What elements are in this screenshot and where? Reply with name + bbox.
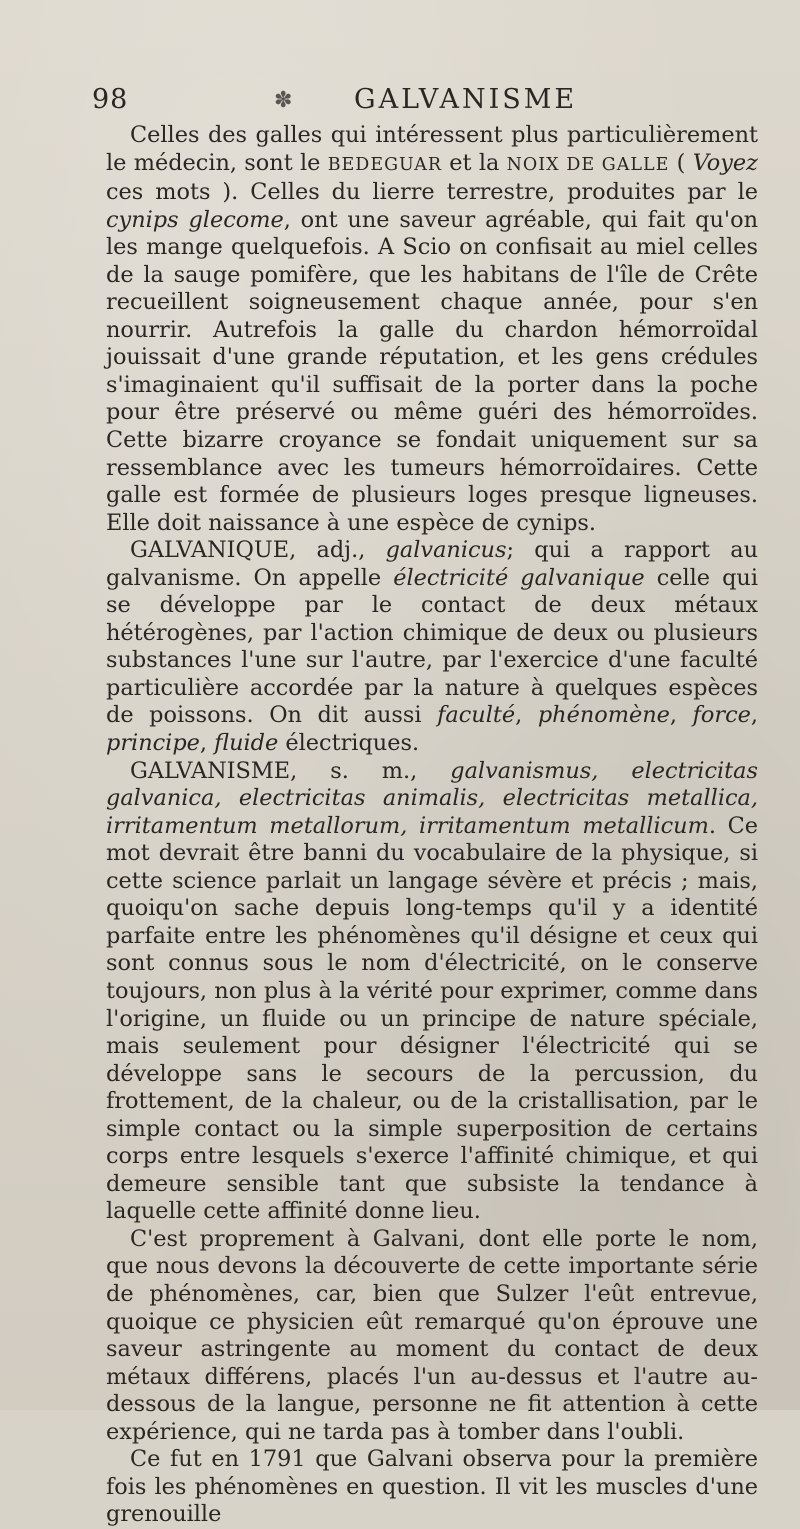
ornament-icon: ✽: [274, 88, 293, 113]
paragraph-galvani: C'est proprement à Galvani, dont elle porte le nom, que nous devons la découverte de cette importante série de phénomènes, car, bien que Sulzer l'eût entrevue, quoique ce physicien eût remarqué qu'on éprouve une saveur astringente au moment du contact de deux métaux différens, placés l'un au-dessus et l'autre au-dessous de la langue, personne ne fit attention à cette expérience, qui ne tarda pas à tomber dans l'oubli.: [106, 1225, 758, 1445]
body-text: [106, 122, 758, 1529]
paragraph-galles: Celles des galles qui intéressent plus particulièrement le médecin, sont le BEDEGUAR et la NOIX DE GALLE ( Voyez ces mots ). Celles du lierre terrestre, produites par le cynips glecome, ont une saveur agréable, qui fait qu'on les mange quelquefois. A Scio on confisait au miel celles de la sauge pomifère, que les habitans de l'île de Crête recueillent soigneusement chaque année, pour s'en nourrir. Autrefois la galle du chardon hémorroïdal jouissait d'une grande réputation, et les gens crédules s'imaginaient qu'il suffisait de la porter dans la poche pour être préservé ou même guéri des hémorroïdes. Cette bizarre croyance se fondait uniquement sur sa ressemblance avec les tumeurs hémorroïdaires. Cette galle est formée de plusieurs loges presque ligneuses. Elle doit naissance à une espèce de cynips.: [106, 122, 758, 536]
entry-galvanisme: GALVANISME, s. m., galvanismus, electricitas galvanica, electricitas animalis, electricitas metallica, irritamentum metallorum, irritamentum metallicum. Ce mot devrait être banni du vocabulaire de la physique, si cette science parlait un langage sévère et précis ; mais, quoiqu'on sache depuis long-temps qu'il y a identité parfaite entre les phénomènes qu'il désigne et ceux qui sont connus sous le nom d'électricité, on le conserve toujours, non plus à la vérité pour exprimer, comme dans l'origine, un fluide ou un principe de nature spéciale, mais seulement pour désigner l'électricité qui se développe sans le secours de la percussion, du frottement, de la chaleur, ou de la cristallisation, par le simple contact ou la simple superposition de certains corps entre lesquels s'exerce l'affinité chimique, et qui demeure sensible tant que subsiste la tendance à laquelle cette affinité donne lieu.: [106, 757, 758, 1225]
page-header: [92, 84, 772, 120]
term-noix-de-galle: NOIX DE GALLE: [506, 154, 670, 175]
entry-galvanique: GALVANIQUE, adj., galvanicus; qui a rapport au galvanisme. On appelle électricité galvanique celle qui se développe par le contact de deux métaux hétérogènes, par l'action chimique de deux ou plusieurs substances l'une sur l'autre, par l'exercice d'une faculté particulière accordée par la nature à quelques espèces de poissons. On dit aussi faculté, phénomène, force, principe, fluide électriques.: [106, 537, 758, 757]
paragraph-1791: Ce fut en 1791 que Galvani observa pour la première fois les phénomènes en question. Il vit les muscles d'une grenouille: [106, 1446, 758, 1528]
running-title: GALVANISME: [354, 84, 578, 115]
entry-headword-galvanisme: GALVANISME, s. m.,: [130, 757, 451, 784]
term-bedeguar: BEDEGUAR: [327, 154, 442, 175]
page-number: 98: [92, 84, 129, 115]
entry-headword-galvanique: GALVANIQUE, adj.,: [130, 537, 386, 564]
